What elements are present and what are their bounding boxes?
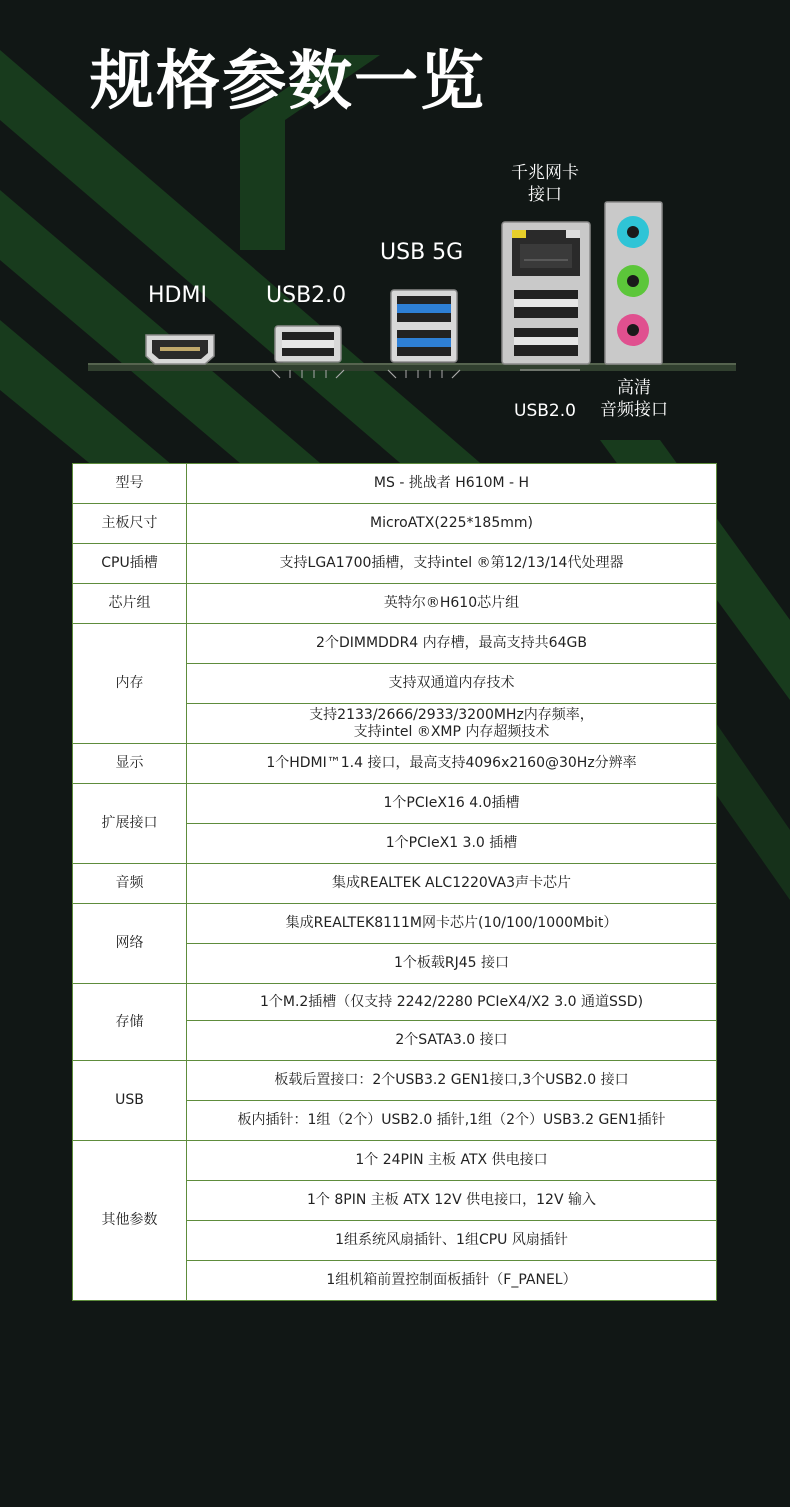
spec-value: 1个HDMI™1.4 接口，最高支持4096x2160@30Hz分辨率 (187, 744, 717, 784)
table-row (73, 864, 717, 904)
table-row (73, 904, 717, 944)
spec-key: 内存 (73, 624, 187, 744)
spec-key: 显示 (73, 744, 187, 784)
spec-value: 板载后置接口：2个USB3.2 GEN1接口,3个USB2.0 接口 (187, 1061, 717, 1101)
spec-value: 2个DIMMDDR4 内存槽，最高支持共64GB (187, 624, 717, 664)
spec-value: 集成REALTEK8111M网卡芯片(10/100/1000Mbit） (187, 904, 717, 944)
spec-value: 英特尔®H610芯片组 (187, 584, 717, 624)
table-row (73, 744, 717, 784)
spec-key: 音频 (73, 864, 187, 904)
spec-value: MS - 挑战者 H610M - H (187, 464, 717, 504)
hdmi-port-icon (146, 335, 214, 364)
table-row (73, 544, 717, 584)
spec-value: 1个 8PIN 主板 ATX 12V 供电接口，12V 输入 (187, 1181, 717, 1221)
spec-value: 板内插针：1组（2个）USB2.0 插针,1组（2个）USB3.2 GEN1插针 (187, 1101, 717, 1141)
spec-key: 型号 (73, 464, 187, 504)
spec-key: 主板尺寸 (73, 504, 187, 544)
usb2-bottom-label: USB2.0 (514, 401, 576, 421)
spec-value: MicroATX(225*185mm) (187, 504, 717, 544)
spec-value: 1个 24PIN 主板 ATX 供电接口 (187, 1141, 717, 1181)
spec-value: 支持2133/2666/2933/3200MHz内存频率， 支持intel ®XMP 内存超频技术 (187, 704, 717, 744)
spec-key: 网络 (73, 904, 187, 984)
spec-value: 1组机箱前置控制面板插针（F_PANEL） (187, 1261, 717, 1301)
spec-value: 1组系统风扇插针、1组CPU 风扇插针 (187, 1221, 717, 1261)
table-row (73, 984, 717, 1021)
spec-value: 支持双通道内存技术 (187, 664, 717, 704)
hdmi-label: HDMI (148, 283, 207, 308)
table-row (73, 1141, 717, 1181)
spec-value: 1个M.2插槽（仅支持 2242/2280 PCIeX4/X2 3.0 通道SSD) (187, 984, 717, 1021)
spec-key: 其他参数 (73, 1141, 187, 1301)
spec-key: 扩展接口 (73, 784, 187, 864)
table-row (73, 464, 717, 504)
spec-value: 2个SATA3.0 接口 (187, 1021, 717, 1061)
usb5g-label: USB 5G (380, 240, 464, 265)
table-row (73, 1061, 717, 1101)
spec-key: CPU插槽 (73, 544, 187, 584)
spec-key: 芯片组 (73, 584, 187, 624)
spec-value: 支持LGA1700插槽，支持intel ®第12/13/14代处理器 (187, 544, 717, 584)
spec-value: 1个板载RJ45 接口 (187, 944, 717, 984)
audio-port-icon (605, 202, 662, 364)
audio-label: 高清 音频接口 (600, 378, 668, 420)
table-row (73, 584, 717, 624)
page-title: 规格参数一览 (90, 45, 486, 119)
spec-value: 1个PCIeX1 3.0 插槽 (187, 824, 717, 864)
spec-value: 1个PCIeX16 4.0插槽 (187, 784, 717, 824)
lan-label: 千兆网卡 接口 (511, 163, 579, 205)
table-row (73, 784, 717, 824)
spec-table (72, 463, 717, 1301)
spec-value: 集成REALTEK ALC1220VA3声卡芯片 (187, 864, 717, 904)
spec-key: USB (73, 1061, 187, 1141)
table-row (73, 504, 717, 544)
usb2-label: USB2.0 (266, 283, 347, 308)
table-row (73, 624, 717, 664)
spec-key: 存储 (73, 984, 187, 1061)
